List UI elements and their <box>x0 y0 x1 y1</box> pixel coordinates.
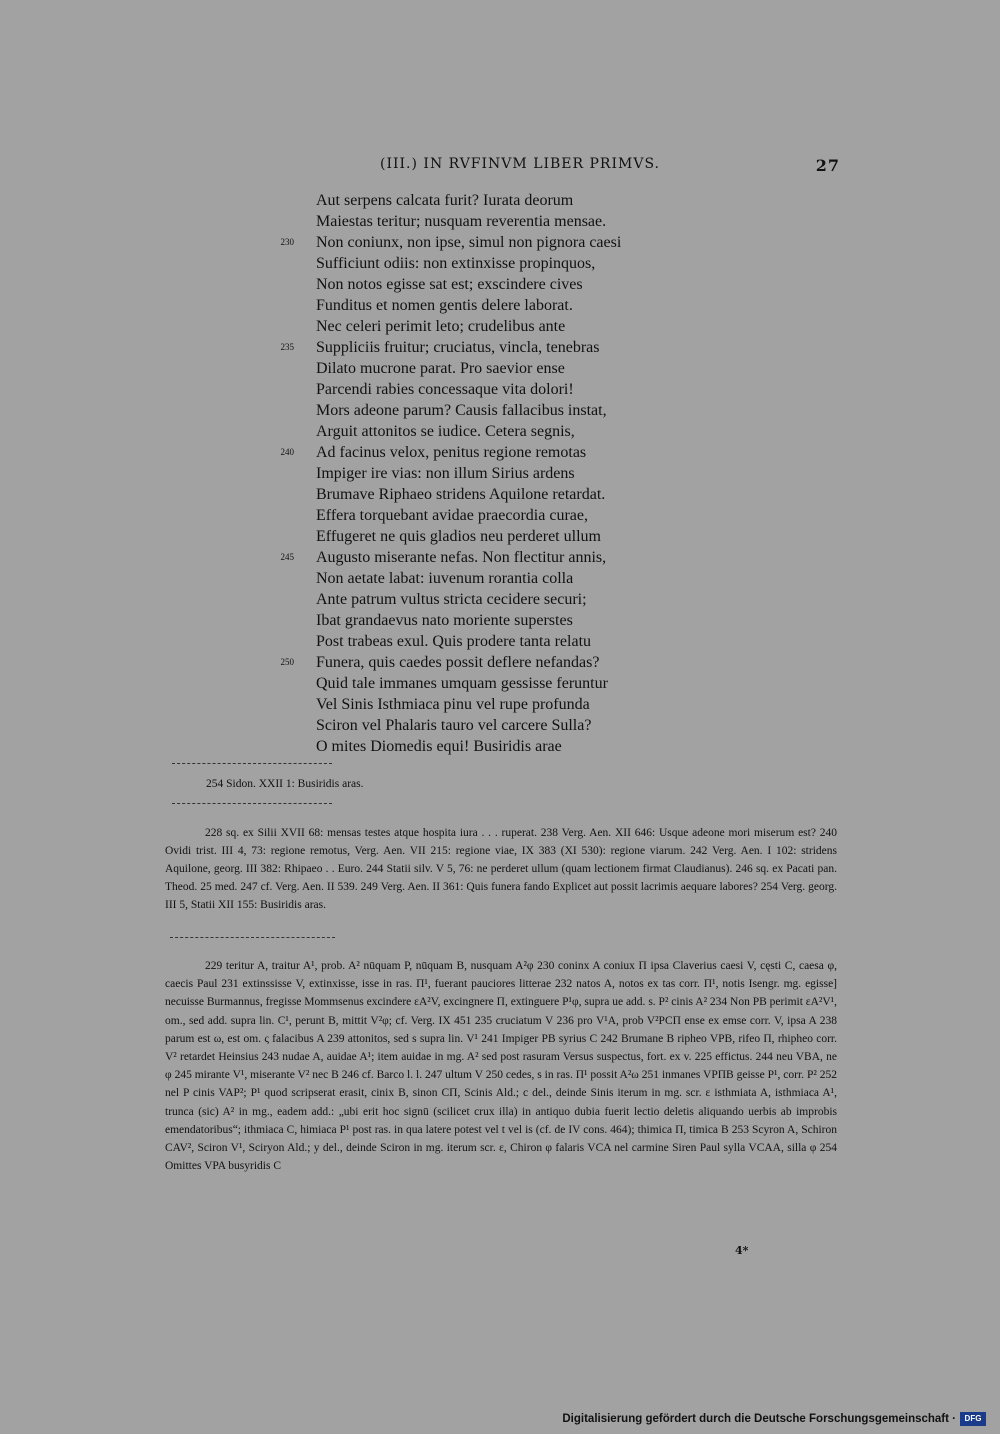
verse-line-text: Funditus et nomen gentis delere laborat. <box>316 297 573 314</box>
similia-note: 254 Sidon. XXII 1: Busiridis aras. <box>206 778 364 790</box>
verse-line <box>316 463 716 484</box>
verse-line <box>316 694 716 715</box>
verse-line-text: Post trabeas exul. Quis prodere tanta relatu <box>316 633 592 650</box>
verse-line-text: Ibat grandaevus nato moriente superstes <box>316 612 573 629</box>
verse-line-text: O mites Diomedis equi! Busiridis arae <box>316 738 562 755</box>
divider <box>170 937 335 938</box>
verse-line <box>280 652 716 673</box>
verse-line-text: Suppliciis fruitur; cruciatus, vincla, tenebras <box>316 339 600 356</box>
verse-line <box>316 295 716 316</box>
divider <box>172 763 332 764</box>
verse-line-text: Non coniunx, non ipse, simul non pignora caesi <box>316 234 622 251</box>
verse-line-text: Maiestas teritur; nusquam reverentia mensae. <box>316 213 607 230</box>
verse-line <box>316 400 716 421</box>
verse-line-text: Effera torquebant avidae praecordia curae, <box>316 507 588 524</box>
verse-line <box>316 673 716 694</box>
line-number: 245 <box>280 552 294 562</box>
verse-line-text: Non notos egisse sat est; exscindere cives <box>316 276 583 293</box>
verse-line-text: Vel Sinis Isthmiaca pinu vel rupe profunda <box>316 696 590 713</box>
verse-line <box>316 190 716 211</box>
verse-line <box>280 547 716 568</box>
line-number: 235 <box>280 342 294 352</box>
verse-line <box>316 526 716 547</box>
verse-line-text: Parcendi rabies concessaque vita dolori! <box>316 381 574 398</box>
verse-line-text: Ante patrum vultus stricta cecidere securi; <box>316 591 587 608</box>
verse-line-text: Impiger ire vias: non illum Sirius ardens <box>316 465 575 482</box>
verse-line <box>316 736 716 757</box>
verse-line-text: Dilato mucrone parat. Pro saevior ense <box>316 360 565 377</box>
verse-line <box>316 358 716 379</box>
verse-line <box>316 568 716 589</box>
verse-line-text: Non aetate labat: iuvenum rorantia colla <box>316 570 574 587</box>
line-number: 250 <box>280 657 294 667</box>
verse-line-text: Aut serpens calcata furit? Iurata deorum <box>316 192 574 209</box>
verse-line-text: Augusto miserante nefas. Non flectitur annis, <box>316 549 607 566</box>
verse-line-text: Effugeret ne quis gladios neu perderet ullum <box>316 528 601 545</box>
verse-line-text: Arguit attonitos se iudice. Cetera segnis, <box>316 423 575 440</box>
verse-line <box>316 253 716 274</box>
verse-line-text: Funera, quis caedes possit deflere nefandas? <box>316 654 600 671</box>
line-number: 230 <box>280 237 294 247</box>
verse-line <box>280 337 716 358</box>
verse-text <box>280 190 716 757</box>
verse-line <box>316 316 716 337</box>
verse-line <box>316 610 716 631</box>
verse-line <box>316 211 716 232</box>
verse-line <box>316 589 716 610</box>
verse-line-text: Sciron vel Phalaris tauro vel carcere Sulla? <box>316 717 592 734</box>
line-number: 240 <box>280 447 294 457</box>
verse-line-text: Brumave Riphaeo stridens Aquilone retardat. <box>316 486 606 503</box>
dfg-logo[interactable]: DFG <box>960 1412 986 1426</box>
verse-line <box>316 631 716 652</box>
verse-line-text: Quid tale immanes umquam gessisse feruntur <box>316 675 608 692</box>
divider <box>172 803 332 804</box>
verse-line-text: Ad facinus velox, penitus regione remotas <box>316 444 587 461</box>
verse-line <box>280 232 716 253</box>
testimonia-apparatus: 228 sq. ex Silii XVII 68: mensas testes atque hospita iura . . . ruperat. 238 Verg. Aen. XII 646: Usque adeone mori miserum est? 240 Ovidi trist. III 4, 73: regione remotus, Verg. Aen. VII 215: regione viae, IX 383 (XI 530): regione viarum. 242 Verg. Aen. I 102: stridens Aquilone, georg. III 382: Rhipaeo . . Euro. 244 Statii silv. V 5, 76: ne perderet ullum (quam lectionem firmat Claudianus). 246 sq. ex Pacati pan. Theod. 25 med. 247 cf. Verg. Aen. II 539. 249 Verg. Aen. II 361: Quis funera fando Explicet aut possit lacrimis aequare labores? 254 Verg. georg. III 5, Statii XII 155: Busiridis aras. <box>165 827 837 911</box>
signature-mark: 4* <box>735 1244 749 1257</box>
verse-line-text: Sufficiunt odiis: non extinxisse propinquos, <box>316 255 596 272</box>
verse-line <box>280 442 716 463</box>
running-title: (III.) IN RVFINVM LIBER PRIMVS. <box>380 156 660 172</box>
critical-apparatus: 229 teritur A, traitur A¹, prob. A² nūquam P, nūquam B, nusquam A²φ 230 coninx A coniux Π ipsa Claverius caesi V, cęsti C, caesa φ, caecis Paul 231 extinssisse V, extinxisse, isse in ras. Π¹, fuerant pauciores litterae 232 natos A, notos ex tas corr. Π¹, notis Isengr. mg. egisse] necuisse Burmannus, fregisse Mommsenus excindere εA²V, excingnere Π, extinguere P¹φ, supra ue add. s. P² cinis A² 234 Non PB perimit εA²V¹, om., sed add. supra lin. C¹, perunt B, mittit V²φ; cf. Verg. IX 451 235 cruciatum V 236 pro V¹A, prob V²PCΠ ense ex emse corr. V, ipsa A 238 parum est ω, est om. ς falacibus A 239 attonitos, sed s supra lin. V¹ 241 Impiger PB syrius C 242 Brumane B ripheo VPB, rifeo Π, rhipheo corr. V² retardet Heinsius 243 nudae A, auidae A¹; item auidae in mg. A² sed post rasuram Versus suspectus, fort. ex v. 225 effictus. 244 neu VBA, ne φ 245 mirante V¹, miserante V² nec B 246 cf. Barco l. l. 247 ultum V 250 cedes, s in ras. Π¹ possit A²ω 251 inmanes VPΠB geisse P¹, corr. P² 252 nel P cinis VAP²; P¹ quod scripserat erasit, cinix B, sinon CΠ, Scinis Ald.; c del., deinde Sinis iterum in mg. scr. ε isthmiata A, isthmiaca A¹, trunca (sic) A² in mg., eadem add.: „ubi erit hoc signū (scilicet crux illa) in antiquo dubia fuerit lectio deletis aliquando uerbis ab improbis emendatoribus“; ithmiaca C, himiaca P¹ post ras. in qua latere potest vel t vel is (cf. de IV cons. 464); thimica Π, timica B 253 Scyron A, Schiron CAV², Sciron V¹, Sciryon Ald.; y del., deinde Sciron in mg. iterum scr. ε, Chiron φ falaris VCA nel carmine Siren Paul sylla VCAA, silla φ 254 Omittes VPA busyridis C <box>165 960 837 1173</box>
verse-line <box>316 274 716 295</box>
verse-line-text: Nec celeri perimit leto; crudelibus ante <box>316 318 566 335</box>
dfg-footer <box>562 1412 986 1426</box>
verse-line <box>316 379 716 400</box>
verse-line-text: Mors adeone parum? Causis fallacibus instat, <box>316 402 607 419</box>
verse-line <box>316 715 716 736</box>
verse-line <box>316 421 716 442</box>
verse-line <box>316 505 716 526</box>
verse-line <box>316 484 716 505</box>
dfg-credit-text: Digitalisierung gefördert durch die Deutsche Forschungsgemeinschaft · <box>562 1413 956 1425</box>
page-number: 27 <box>815 156 840 175</box>
